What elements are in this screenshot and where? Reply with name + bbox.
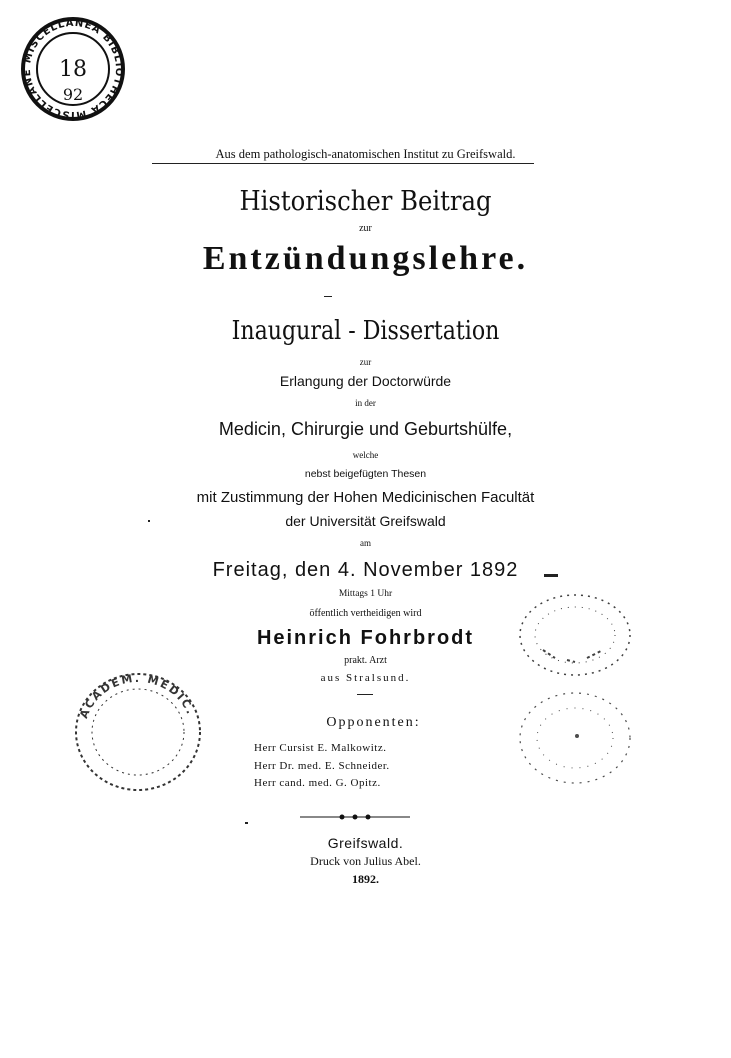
time-line: Mittags 1 Uhr — [338, 589, 393, 599]
author-dash — [357, 694, 373, 695]
speck-3 — [544, 574, 558, 577]
library-stamp-left — [68, 668, 208, 798]
speck-2 — [245, 822, 248, 824]
author-origin: aus Stralsund. — [320, 672, 411, 684]
universitaet-line: der Universität Greifswald — [285, 513, 446, 529]
opponent-2: Herr Dr. med. E. Schneider. — [254, 759, 390, 772]
opponent-3: Herr cand. med. G. Opitz. — [254, 777, 381, 789]
title-zur: zur — [359, 223, 372, 234]
faculties-line: Medicin, Chirurgie und Geburtshülfe, — [218, 419, 513, 439]
nebst-line: nebst beigefügten Thesen — [304, 468, 427, 480]
svg-text:ACADEM. MEDIC.: ACADEM. MEDIC. — [77, 671, 198, 721]
zustimmung-line: mit Zustimmung der Hohen Medicinischen Facultät — [196, 489, 535, 506]
welche-line: welche — [352, 450, 379, 460]
imprint-printer: Druck von Julius Abel. — [310, 854, 421, 868]
dissertation-heading: Inaugural - Dissertation — [231, 316, 500, 346]
faded-stamp-right-2 — [515, 688, 635, 788]
date-line: Freitag, den 4. November 1892 — [212, 559, 519, 581]
institute-line: Aus dem pathologisch-anatomischen Institut zu Greifswald. — [215, 147, 516, 161]
imprint-city: Greifswald. — [327, 835, 404, 851]
title-line-1: Historischer Beitrag — [239, 186, 492, 217]
opponents-list — [254, 740, 514, 793]
library-stamp-top-left — [18, 14, 128, 124]
stamp-number: 18 — [59, 57, 87, 82]
svg-text:92: 92 — [62, 85, 84, 104]
zur-line: zur — [359, 357, 372, 367]
imprint-year: 1892. — [352, 872, 379, 886]
title-line-2: Entzündungslehre. — [202, 240, 529, 277]
am-line: am — [360, 538, 371, 548]
erlangung-line: Erlangung der Doctorwürde — [279, 373, 452, 389]
opponents-heading: Opponenten: — [326, 715, 421, 730]
in-der-line: in der — [355, 398, 376, 408]
author-title: prakt. Arzt — [344, 655, 387, 666]
defense-line: öffentlich vertheidigen wird — [309, 608, 422, 619]
title-dash — [324, 296, 332, 297]
institute-underline — [152, 163, 534, 164]
svg-text:MISCELLANEA BIBLIOTHECA MISCEL: MISCELLANEA BIBLIOTHECA MISCELLANE — [21, 17, 125, 121]
opponent-1: Herr Cursist E. Malkowitz. — [254, 742, 387, 754]
author-name: Heinrich Fohrbrodt — [256, 627, 475, 649]
faded-stamp-right-1 — [515, 590, 635, 680]
ornament-divider — [300, 808, 410, 816]
speck-1 — [148, 520, 150, 522]
